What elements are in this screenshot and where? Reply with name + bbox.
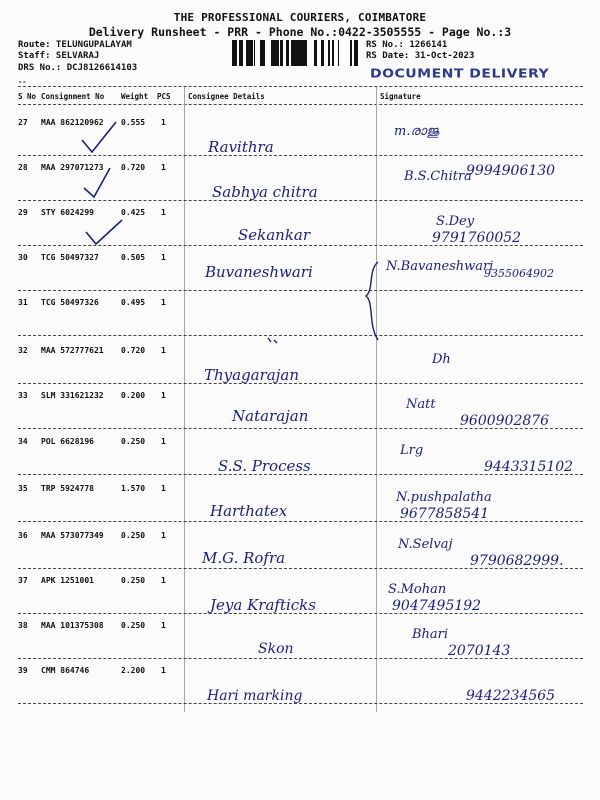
row-sno: 32 [18, 346, 28, 355]
row-consignment-no: APK 1251001 [41, 576, 94, 585]
receiver-signature: S.Mohan [388, 582, 447, 597]
header-top-rule [18, 86, 583, 87]
receiver-phone: 9677858541 [400, 506, 490, 522]
row-weight: 0.250 [121, 437, 146, 446]
row-separator [18, 521, 583, 522]
barcode-bar [271, 40, 273, 66]
row-separator [18, 155, 583, 156]
route-label: Route: TELUNGUPALAYAM [18, 40, 132, 50]
barcode-bar [296, 40, 299, 66]
row-sno: 31 [18, 298, 28, 307]
receiver-signature: Lrg [400, 443, 424, 458]
row-weight: 0.200 [121, 391, 146, 400]
barcode-bar [305, 40, 307, 66]
row-weight: 0.720 [121, 163, 146, 172]
row-consignment-no: MAA 572777621 [41, 346, 104, 355]
row-separator [18, 613, 583, 614]
row-pcs: 1 [161, 437, 166, 446]
receiver-signature: N.Selvaj [398, 537, 453, 552]
row-pcs: 1 [161, 163, 166, 172]
row-pcs: 1 [161, 118, 166, 127]
consignee-name: Sekankar [238, 226, 311, 244]
barcode-bar [350, 40, 352, 66]
barcode-bar [239, 40, 242, 66]
barcode-bar [236, 40, 237, 66]
company-title: THE PROFESSIONAL COURIERS, COIMBATORE [173, 11, 427, 24]
row-consignment-no: MAA 573077349 [41, 531, 104, 540]
receiver-signature: B.S.Chitra [404, 169, 472, 184]
col-header-consignment: Consignment No [41, 92, 105, 101]
receiver-signature: Dh [432, 352, 451, 367]
row-consignment-no: TCG 50497326 [41, 298, 99, 307]
col-header-pcs: PCS [157, 92, 171, 101]
row-pcs: 1 [161, 531, 166, 540]
receiver-signature: Bhari [412, 627, 449, 642]
row-separator [18, 703, 583, 704]
row-sno: 36 [18, 531, 28, 540]
receiver-signature: m.രാജു [394, 124, 439, 139]
row-sno: 38 [18, 621, 28, 630]
row-pcs: 1 [161, 621, 166, 630]
row-pcs: 1 [161, 484, 166, 493]
column-divider-details [184, 87, 185, 712]
barcode-bar [242, 40, 243, 66]
consignee-name: Sabhya chitra [212, 183, 318, 201]
barcode-bar [354, 40, 355, 66]
row-weight: 0.250 [121, 576, 146, 585]
header-bottom-rule [18, 104, 583, 105]
short-mark: -- [18, 78, 27, 86]
row-weight: 0.555 [121, 118, 146, 127]
row-separator [18, 474, 583, 475]
barcode [232, 40, 360, 66]
row-sno: 35 [18, 484, 28, 493]
row-pcs: 1 [161, 576, 166, 585]
row-weight: 0.505 [121, 253, 146, 262]
row-sno: 27 [18, 118, 28, 127]
barcode-bar [280, 40, 283, 66]
receiver-phone: 9442234565 [466, 688, 556, 704]
row-separator [18, 658, 583, 659]
row-consignment-no: POL 6628196 [41, 437, 94, 446]
receiver-signature: S.Dey [436, 214, 475, 229]
row-consignment-no: MAA 101375308 [41, 621, 104, 630]
row-weight: 0.425 [121, 208, 146, 217]
row-sno: 37 [18, 576, 28, 585]
barcode-bar [262, 40, 263, 66]
receiver-signature: Natt [406, 397, 436, 412]
consignee-name: M.G. Rofra [202, 549, 286, 567]
col-header-signature: Signature [380, 92, 421, 101]
row-separator [18, 568, 583, 569]
row-pcs: 1 [161, 208, 166, 217]
barcode-bar [276, 40, 279, 66]
row-separator [18, 335, 583, 336]
receiver-phone: 9047495192 [392, 598, 482, 614]
receiver-signature: N.pushpalatha [396, 490, 492, 505]
consignee-name: Buvaneshwari [205, 263, 313, 281]
row-consignment-no: CMM 864746 [41, 666, 90, 675]
barcode-bar [232, 40, 234, 66]
row-weight: 0.250 [121, 531, 146, 540]
barcode-bar [293, 40, 296, 66]
barcode-bar [291, 40, 293, 66]
barcode-bar [355, 40, 358, 66]
row-consignment-no: STY 6024299 [41, 208, 94, 217]
row-weight: 0.495 [121, 298, 146, 307]
col-header-sno: S No [18, 92, 37, 101]
row-separator [18, 290, 583, 291]
consignee-name: Thyagarajan [204, 366, 299, 384]
row-sno: 30 [18, 253, 28, 262]
document-delivery-stamp: DOCUMENT DELIVERY [370, 66, 550, 82]
row-weight: 0.720 [121, 346, 146, 355]
barcode-bar [303, 40, 305, 66]
consignee-name: Natarajan [232, 407, 309, 425]
row-pcs: 1 [161, 253, 166, 262]
receiver-phone: 9790682999. [470, 553, 564, 569]
barcode-bar [333, 40, 334, 66]
barcode-bar [328, 40, 330, 66]
consignee-name: Hari marking [207, 688, 303, 704]
receiver-phone: 9443315102 [484, 459, 574, 475]
consignee-name: Harthatex [210, 502, 288, 520]
receiver-phone: 9994906130 [466, 163, 556, 179]
receiver-phone: 9600902876 [460, 413, 550, 429]
row-sno: 29 [18, 208, 28, 217]
tick-mark [84, 168, 110, 197]
receiver-signature: N.Bavaneshwari [386, 259, 494, 274]
row-consignment-no: MAA 297071273 [41, 163, 104, 172]
barcode-bar [286, 40, 289, 66]
barcode-bar [260, 40, 262, 66]
consignee-name: Jeya Krafticks [210, 596, 316, 614]
drs-number: DRS No.: DCJ8126614103 [18, 63, 138, 73]
row-weight: 1.570 [121, 484, 146, 493]
row-separator [18, 245, 583, 246]
barcode-bar [248, 40, 251, 66]
row-sno: 33 [18, 391, 28, 400]
row-consignment-no: TRP 5924778 [41, 484, 94, 493]
runsheet-subtitle: Delivery Runsheet - PRR - Phone No.:0422-3505555 - Page No.:3 [88, 25, 512, 39]
barcode-bar [234, 40, 236, 66]
rs-date: RS Date: 31-Oct-2023 [366, 51, 475, 61]
barcode-bar [251, 40, 253, 66]
barcode-bar [314, 40, 317, 66]
row-pcs: 1 [161, 346, 166, 355]
row-pcs: 1 [161, 391, 166, 400]
column-divider-signature [376, 87, 377, 712]
row-separator [18, 383, 583, 384]
consignee-name: Skon [258, 641, 294, 657]
row-consignment-no: MAA 862120962 [41, 118, 104, 127]
row-sno: 28 [18, 163, 28, 172]
ditto-mark [268, 338, 277, 343]
row-pcs: 1 [161, 298, 166, 307]
barcode-bar [254, 40, 255, 66]
consignee-name: S.S. Process [218, 457, 311, 475]
consignee-name: Ravithra [208, 138, 274, 156]
barcode-bar [246, 40, 248, 66]
col-header-details: Consignee Details [188, 92, 265, 101]
staff-label: Staff: SELVARAJ [18, 51, 100, 61]
row-consignment-no: SLM 331621232 [41, 391, 104, 400]
col-header-weight: Weight [121, 92, 149, 101]
barcode-bar [338, 40, 339, 66]
row-separator [18, 428, 583, 429]
receiver-phone: 2070143 [448, 643, 511, 659]
row-consignment-no: TCG 50497327 [41, 253, 99, 262]
rs-number: RS No.: 1266141 [366, 40, 448, 50]
barcode-bar [273, 40, 276, 66]
barcode-bar [332, 40, 333, 66]
barcode-bar [299, 40, 300, 66]
row-separator [18, 200, 583, 201]
row-sno: 39 [18, 666, 28, 675]
receiver-phone: 9355064902 [484, 267, 554, 280]
row-weight: 0.250 [121, 621, 146, 630]
barcode-bar [321, 40, 324, 66]
row-pcs: 1 [161, 666, 166, 675]
barcode-bar [300, 40, 303, 66]
barcode-bar [263, 40, 265, 66]
row-weight: 2.200 [121, 666, 146, 675]
row-sno: 34 [18, 437, 28, 446]
receiver-phone: 9791760052 [432, 230, 522, 246]
tick-mark [86, 220, 122, 244]
